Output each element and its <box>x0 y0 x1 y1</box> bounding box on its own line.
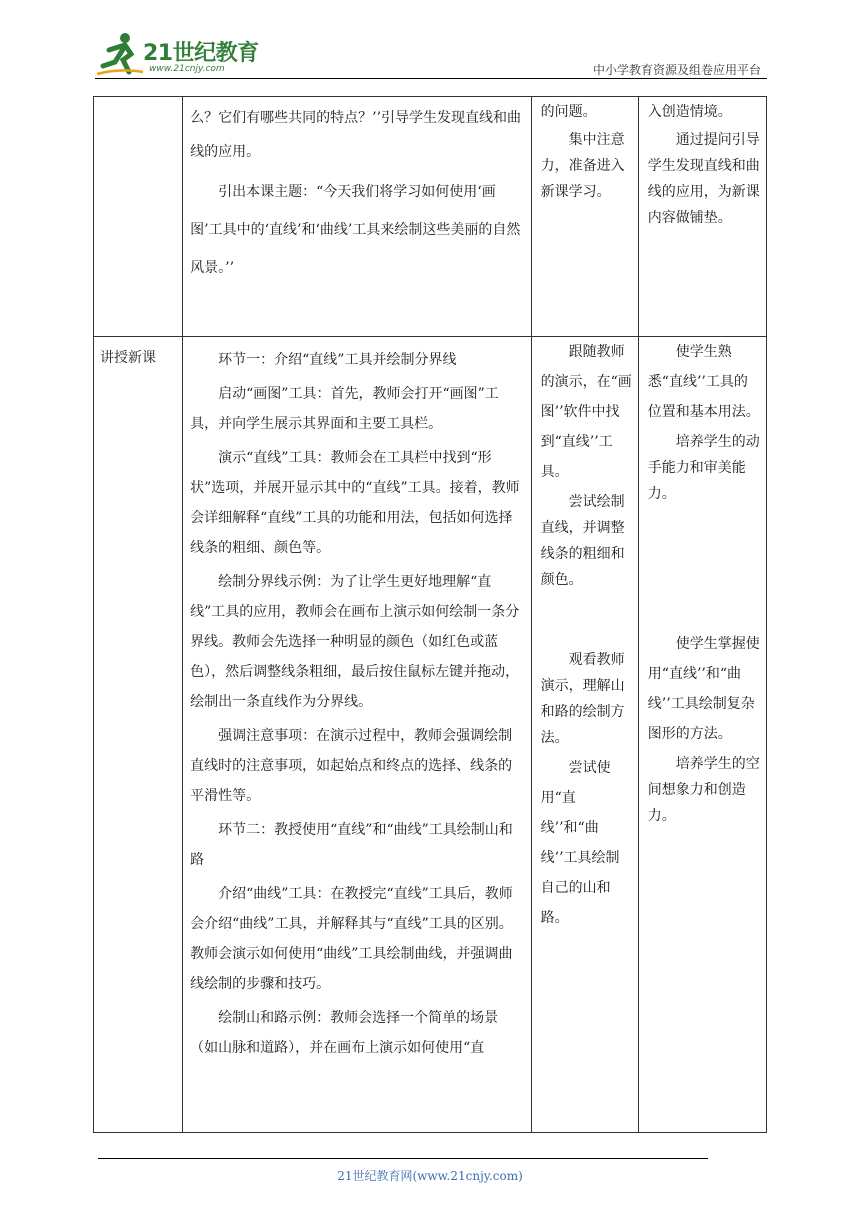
paragraph: 使学生掌握使用“直线’’和“曲线’’工具绘制复杂图形的方法。 <box>647 636 760 742</box>
paragraph: 绘制山和路示例：教师会选择一个简单的场景（如山脉和道路），并在画布上演示如何使用“直 <box>190 1010 499 1056</box>
paragraph: 么？它们有哪些共同的特点？’’引导学生发现直线和曲线的应用。 <box>190 110 522 160</box>
lesson-table <box>93 96 767 1133</box>
stage-label: 讲授新课 <box>94 337 183 1133</box>
student-activity-cell <box>531 337 638 1133</box>
footer-text: 21世纪教育网(www.21cnjy.com) <box>337 1169 523 1183</box>
paragraph: 引出本课主题：“今天我们将学习如何使用‘画图’工具中的‘直线’和‘曲线’工具来绘制这些美丽的自然风景。’’ <box>190 184 521 276</box>
paragraph: 演示“直线”工具：教师会在工具栏中找到“形状”选项，并展开显示其中的“直线”工具。接着，教师会详细解释“直线”工具的功能和用法，包括如何选择线条的粗细、颜色等。 <box>190 450 520 556</box>
stage-label <box>94 97 183 337</box>
teacher-activity-cell <box>183 337 532 1133</box>
paragraph: 通过提问引导学生发现直线和曲线的应用，为新课内容做铺垫。 <box>647 132 760 226</box>
page-header <box>95 30 767 80</box>
logo <box>95 30 265 76</box>
logo-url: www.21cnjy.com <box>149 64 225 74</box>
design-purpose-cell <box>638 337 766 1133</box>
header-divider <box>95 78 767 79</box>
paragraph: 集中注意力，准备进入新课学习。 <box>540 132 625 200</box>
paragraph: 强调注意事项：在演示过程中，教师会强调绘制直线时的注意事项，如起始点和终点的选择、线条的平滑性等。 <box>190 728 513 804</box>
table-row-new-lesson <box>94 337 767 1133</box>
teacher-activity-cell <box>183 97 532 337</box>
paragraph: 培养学生的空间想象力和创造力。 <box>647 756 760 824</box>
design-purpose-cell <box>638 97 766 337</box>
paragraph: 跟随教师的演示，在“画图’’软件中找到“直线’’工具。 <box>540 344 632 480</box>
paragraph: 入创造情境。 <box>647 104 732 120</box>
paragraph: 启动“画图”工具：首先，教师会打开“画图”工具，并向学生展示其界面和主要工具栏。 <box>190 386 499 432</box>
paragraph: 培养学生的动手能力和审美能力。 <box>647 434 760 502</box>
paragraph: 观看教师演示，理解山和路的绘制方法。 <box>540 652 625 746</box>
paragraph: 的问题。 <box>540 104 597 120</box>
logo-text: 21世纪教育 <box>143 41 259 66</box>
table-row-intro <box>94 97 767 337</box>
paragraph: 使学生熟悉“直线’’工具的位置和基本用法。 <box>647 344 760 420</box>
paragraph: 绘制分界线示例：为了让学生更好地理解“直线”工具的应用，教师会在画布上演示如何绘制一条分界线。教师会先选择一种明显的颜色（如红色或蓝色），然后调整线条粗细，最后按住鼠标左键并拖动，绘制出一条直线作为分界线。 <box>190 574 520 710</box>
runner-logo-icon <box>95 30 145 76</box>
platform-name: 中小学教育资源及组卷应用平台 <box>592 63 761 77</box>
paragraph: 介绍“曲线”工具：在教授完“直线”工具后，教师会介绍“曲线”工具，并解释其与“直线”工具的区别。教师会演示如何使用“曲线”工具绘制曲线，并强调曲线绘制的步骤和技巧。 <box>190 886 513 992</box>
paragraph: 尝试绘制直线，并调整线条的粗细和颜色。 <box>540 494 625 588</box>
student-activity-cell <box>531 97 638 337</box>
paragraph: 尝试使用“直线’’和“曲线’’工具绘制自己的山和路。 <box>540 760 620 926</box>
paragraph: 环节一：介绍“直线”工具并绘制分界线 <box>218 352 457 368</box>
paragraph: 环节二：教授使用“直线”和“曲线”工具绘制山和路 <box>190 822 513 868</box>
footer-divider <box>98 1158 708 1159</box>
